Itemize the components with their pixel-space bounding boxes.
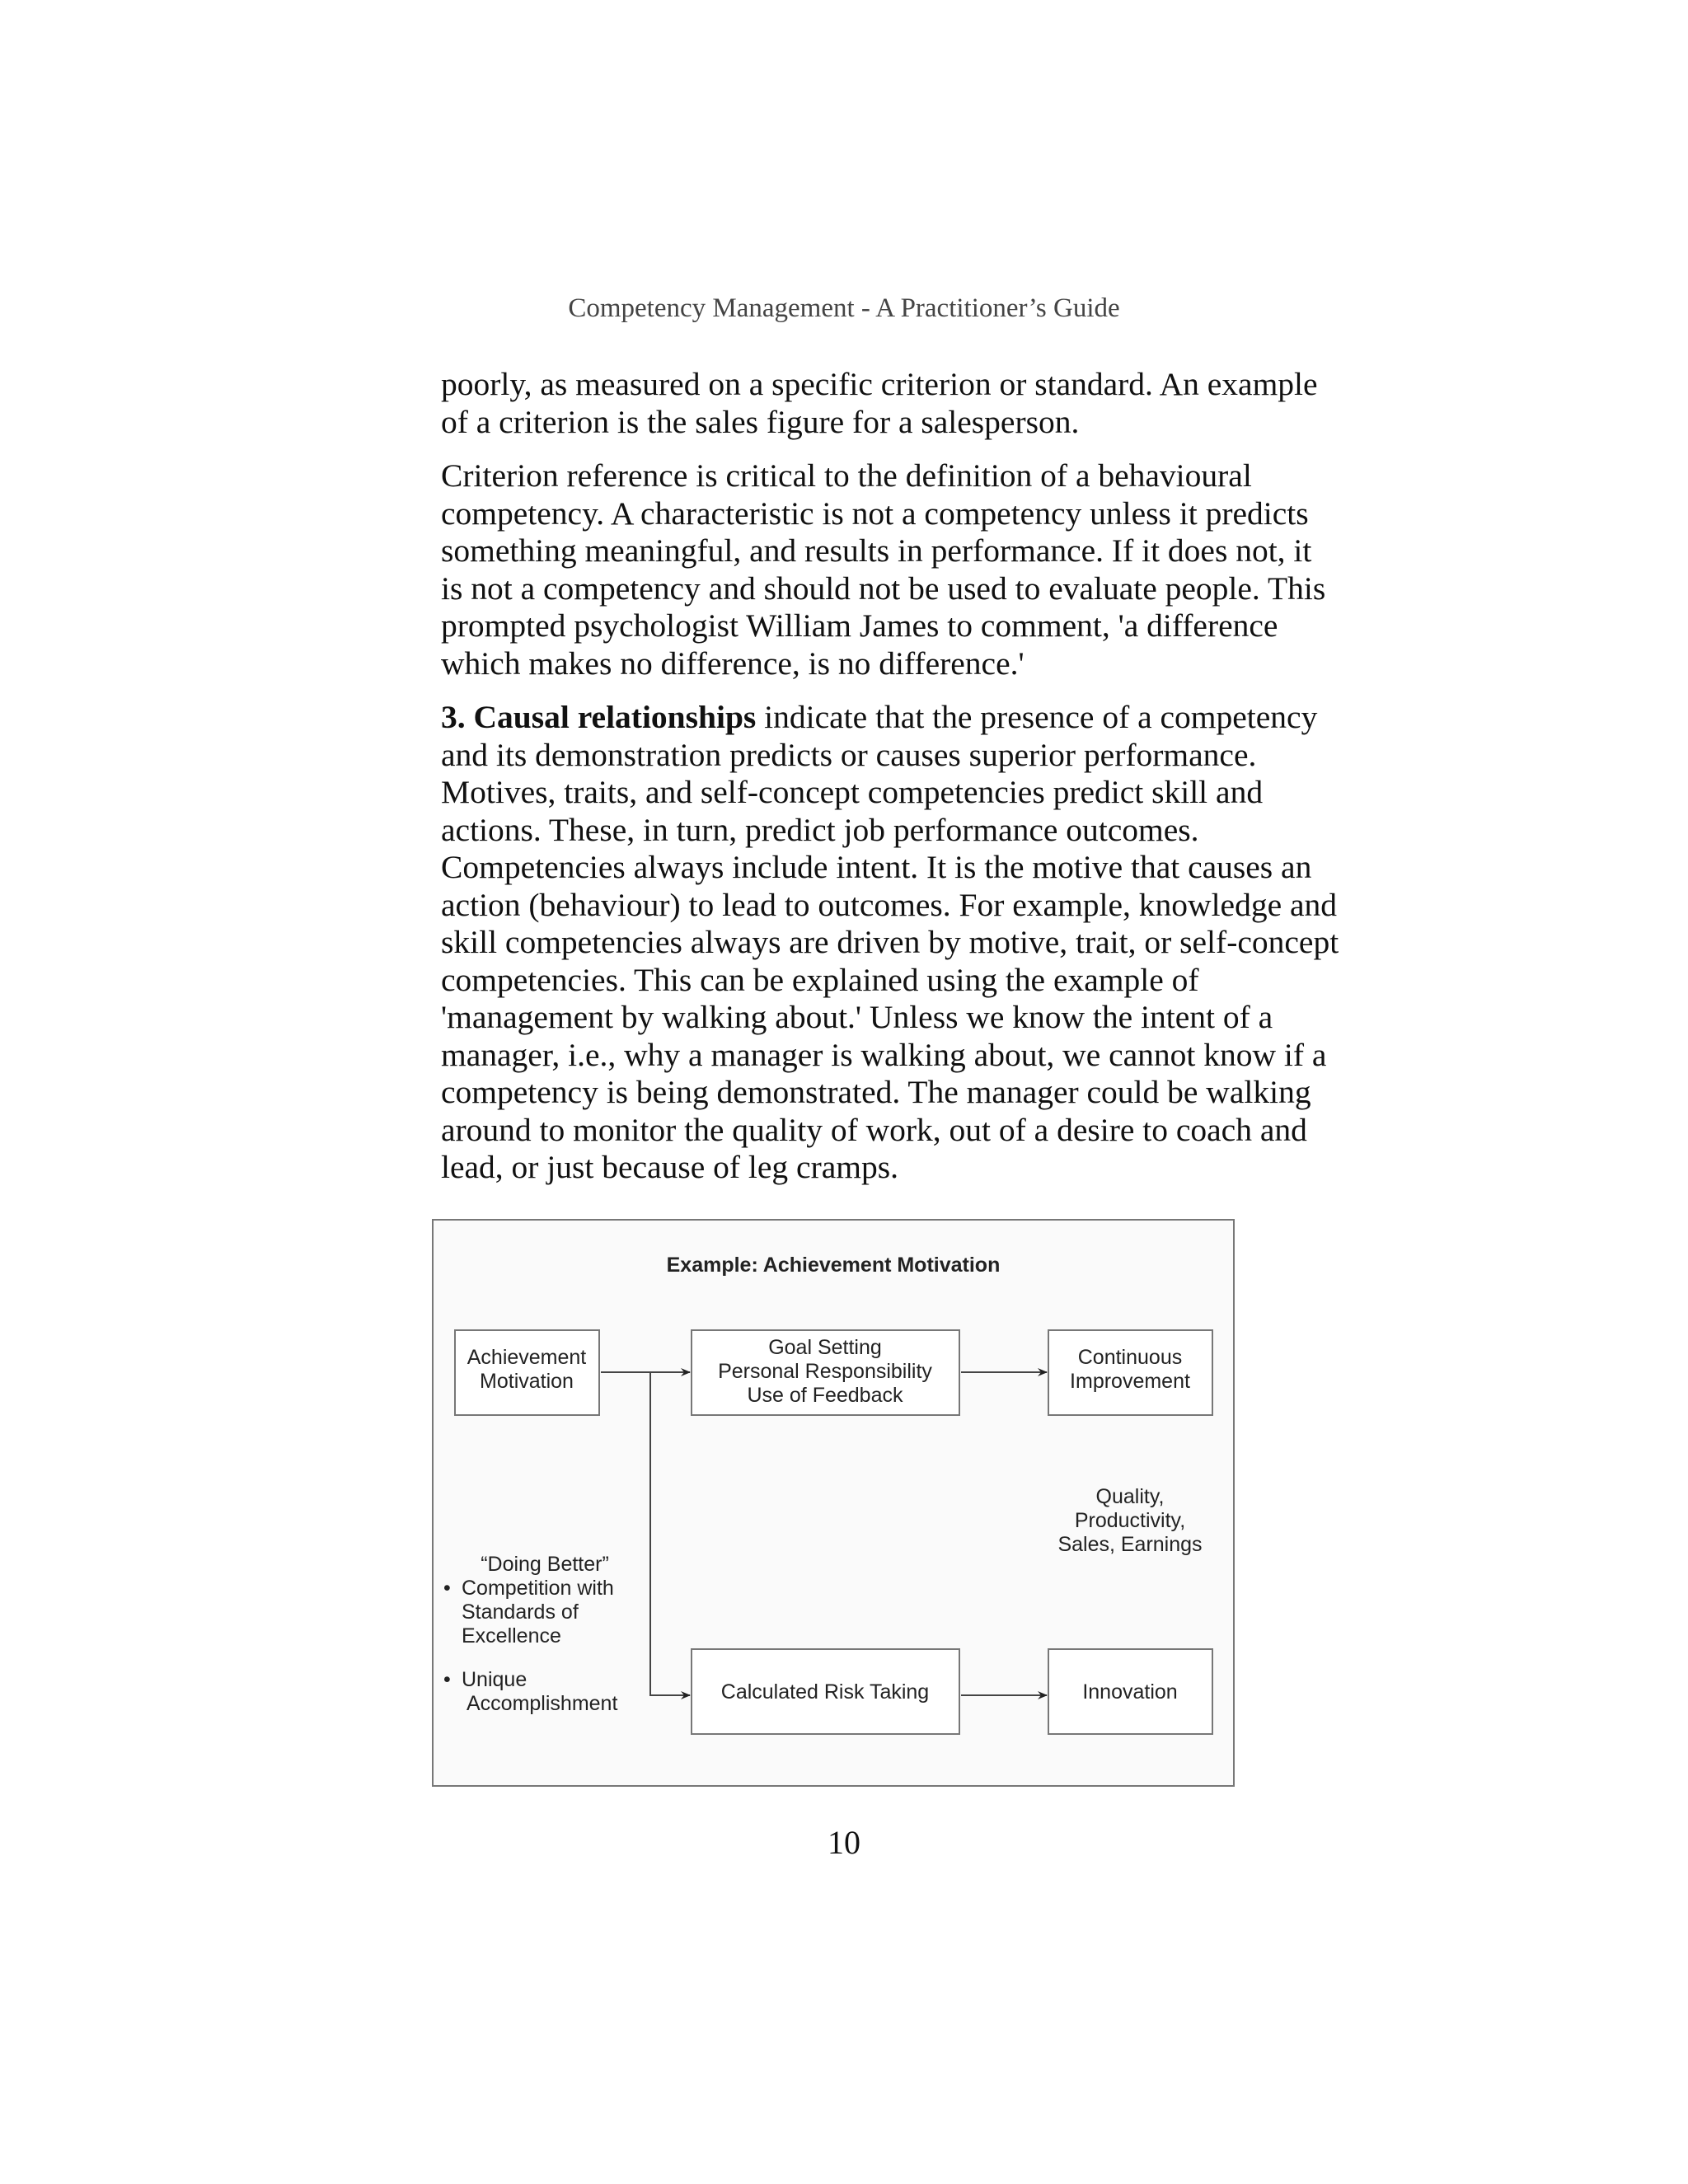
figure-diagram [434, 1221, 1233, 1785]
note-item1-line3: Excellence [462, 1624, 561, 1647]
page-number: 10 [828, 1824, 860, 1861]
note-item2-line1: Unique [462, 1668, 528, 1691]
figure-title: Example: Achievement Motivation [666, 1254, 1001, 1277]
note-item2-line2: Accomplishment [467, 1692, 618, 1715]
continuous-label-line1: Continuous [1077, 1346, 1183, 1369]
outcomes-line3: Sales, Earnings [1057, 1533, 1203, 1556]
note-item1-line2: Standards of [462, 1601, 579, 1624]
achievement-label-line2: Motivation [480, 1370, 574, 1393]
running-header: Competency Management - A Practitioner’s Guide [568, 293, 1120, 323]
risk-label: Calculated Risk Taking [720, 1680, 930, 1704]
outcomes-line2: Productivity, [1074, 1509, 1186, 1532]
arrow-achievement-to-risk [650, 1372, 690, 1695]
bullet-2: • [443, 1668, 451, 1691]
goal-label-line2: Personal Responsibility [718, 1360, 932, 1383]
bullet-1: • [443, 1577, 451, 1600]
achievement-label-line1: Achievement [467, 1346, 587, 1369]
goal-label-line1: Goal Setting [768, 1336, 882, 1359]
continuous-label-line2: Improvement [1070, 1370, 1190, 1393]
paragraph-1: poorly, as measured on a specific criterion or standard. An example of a criterion is the sales figure for a salesperson. [441, 366, 1318, 440]
innovation-label: Innovation [1082, 1680, 1178, 1704]
paragraph-3 [441, 699, 1339, 1187]
achievement-motivation-figure [432, 1219, 1235, 1787]
note-item1-line1: Competition with [462, 1577, 614, 1600]
paragraph-3-text: indicate that the presence of a competency and its demonstration predicts or causes superior performance. Motives, traits, and self-concept competencies predict skill and actions. These, in turn, predict job performance outcomes. Competencies always include intent. It is the motive that causes an action (behaviour) to lead to outcomes. For example, knowledge and skill competencies always are driven by motive, trait, or self-concept competencies. This can be explained using the example of 'management by walking about.' Unless we know the intent of a manager, i.e., why a manager is walking about, we cannot know if a competency is being demonstrated. The manager could be walking around to monitor the quality of work, out of a desire to coach and lead, or just because of leg cramps. [441, 699, 1339, 1185]
paragraph-3-lead: 3. Causal relationships [441, 699, 757, 735]
outcomes-line1: Quality, [1095, 1485, 1165, 1508]
goal-label-line3: Use of Feedback [747, 1384, 903, 1407]
doing-better-heading: “Doing Better” [481, 1553, 609, 1576]
paragraph-2: Criterion reference is critical to the definition of a behavioural competency. A characteristic is not a competency unless it predicts something meaningful, and results in performance. If it does not, it is not a competency and should not be used to evaluate people. This prompted psychologist William James to comment, 'a difference which makes no difference, is no difference.' [441, 457, 1326, 682]
